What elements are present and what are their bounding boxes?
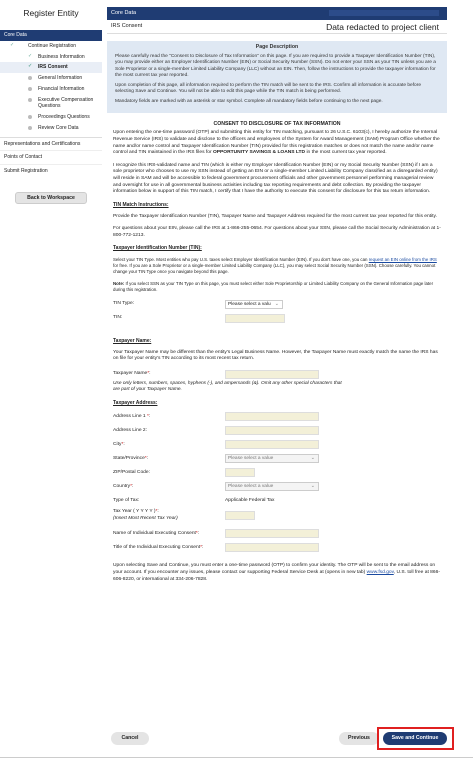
cancel-button[interactable]: Cancel [111,732,149,745]
page-description-title: Page Description [255,44,299,50]
bullet-icon [28,87,32,91]
bullet-icon [28,98,32,102]
previous-button[interactable]: Previous [339,732,379,745]
bottom-divider [0,757,473,758]
address-line-1-input[interactable] [225,412,319,421]
sidebar-item-executive-compensation[interactable]: Executive Compensation Questions [0,95,102,113]
chevron-down-icon: ⌄ [274,300,279,307]
taxpayer-name-hint: Use only letters, numbers, spaces, hyphens (-), and ampersands (&). Omit any other special characters that are part of your Taxpayer Name. [113,380,342,393]
tin-row: TIN: [113,313,441,324]
sidebar-item-reps-certs[interactable]: Representations and Certifications [4,140,81,147]
state-province-select[interactable]: Please select a value ⌄ [225,454,319,463]
tax-year-input[interactable] [225,511,255,520]
sidebar-item-review-core-data[interactable]: Review Core Data [0,123,102,134]
check-icon: ✓ [28,63,33,70]
taxpayer-name-row: Taxpayer Name*: [113,369,441,380]
request-ein-link[interactable]: request an EIN online from the IRS [368,257,437,263]
bullet-icon [28,126,32,130]
fsd-link[interactable]: www.fsd.gov [366,570,394,576]
country-select[interactable]: Please select a value ⌄ [225,482,319,491]
sidebar-item-proceedings-questions[interactable]: Proceedings Questions [0,112,102,123]
redaction-block [329,10,439,16]
check-icon: ✓ [10,41,15,48]
bullet-icon [28,76,32,80]
tin-type-select[interactable]: Please select a valu ⌄ [225,300,283,309]
otp-notice: Upon selecting Save and Continue, you must enter a one-time password (OTP) to confirm your identity. The OTP will be sent to the email address on your account. If you encounter any issues, please contact our supporting Federal Service Desk at (opens in new tab) www.fsd.gov, U.S. toll free at 866-606-8220, or international at 334-206-7828. [113,563,440,582]
taxpayer-address-heading: Taxpayer Address: [113,399,158,406]
sidebar-item-points-of-contact[interactable]: Points of Contact [0,150,102,164]
tax-type-value: Applicable Federal Tax [225,497,275,503]
chevron-down-icon: ⌄ [310,483,315,490]
back-to-workspace-button[interactable]: Back to Workspace [15,192,87,204]
exec-title-input[interactable] [225,543,319,552]
sidebar-item-continue-registration[interactable]: ✓ Continue Registration [10,41,77,49]
sidebar-item-business-information[interactable]: ✓ Business Information [28,52,85,60]
form-footer [107,727,452,751]
city-input[interactable] [225,440,319,449]
tin-heading: Taxpayer Identification Number (TIN): [113,245,202,252]
taxpayer-name-heading: Taxpayer Name: [113,337,152,344]
sidebar [0,0,102,762]
check-icon: ✓ [28,52,33,59]
core-data-header: Core Data [107,7,447,20]
tin-input[interactable] [225,314,285,323]
address-line-2-input[interactable] [225,426,319,435]
bullet-icon [28,115,32,119]
tin-match-instructions-heading: TIN Match Instructions: [113,201,169,208]
chevron-down-icon: ⌄ [310,455,315,462]
page-description: Page Description Please carefully read the "Consent to Disclosure of Tax Information" on this page. If you are required to provide a Taxpayer Identification Number (TIN), you may provide either an Employer Identification Number (EIN) or Social Security Number (SSN). Do not enter your SSN as your TIN unless you are a Sole Proprietor or a single-member Limited Liability Company (LLC) without an EIN. Then, follow the instructions to provide the taxpayer information for the most current tax year reported. Upon completion of this page, all information required to perform the TIN match will be sent to the IRS. Confirm all information is accurate before selecting Save and Continue. You will not be able to edit this page while the TIN match is being performed. Mandatory fields are marked with an asterisk or star symbol. Complete all mandatory fields before continuing to the next page. [107,41,447,113]
exec-name-input[interactable] [225,529,319,538]
consent-content: CONSENT TO DISCLOSURE OF TAX INFORMATION Upon entering the one-time password (OTP) and submitting this entity for TIN matching, pursuant to 26 U.S.C. 6103(c), I hereby authorize the Internal Revenue Service (IRS) to validate and disclose to the officers and employees of the System for Award Management (SAM) Program Office whether the name and/or name control and Taxpayer Identification Number (TIN) provided for this registration matches or does not match the name and/or name control and TIN maintained in the IRS files for OPPORTUNITY SAVINGS & LOANS LTD in the most current tax year reported. I recognize this IRS-validated name and TIN (which is either my Employer Identification Number (EIN) or my Social Security Number (SSN) if I am a sole proprietor who chooses to use my SSN instead of getting an EIN or a single-member Limited Liability Company classified as a disregarded entity) will reside in SAM and will be accessible to federal government procurement officials and other government personnel performing managerial review and oversight for use in all governmental business activities including tax reporting requirements and debt collection. By providing the taxpayer information below in support of this TIN match, I certify that I have the authority to execute this consent for disclosure for this tax return information. TIN Match Instructions: Provide the Taxpayer Identification Number (TIN), Taxpayer Name and Taxpayer Address required for the most current tax year reported for this entity. For questions about your EIN, please call the IRS at 1-866-255-0654. For questions about your SSN, please call the Social Security Administration at 1-800-772-1213. Taxpayer Identification Number (TIN): Select your TIN Type. Most entities who pay U.S. taxes select Employer Identification Number (EIN). If you don't have one, you can request an EIN online from the IRS for free. If you are a Sole Proprietor or a single-member Limited Liability Company (LLC), you may select Social Security Number (SSN). Choose carefully. You cannot change your TIN Type once you navigate beyond this page. Note: If you select SSN as your TIN Type on this page, you must select either Sole Proprietorship or Limited Liability Company on the General Information page later during this registration. TIN Type: Please select a valu ⌄ TIN: Taxpayer Name: Your Taxpayer Name may be different than the entity's Legal Business Name. However, the Taxpayer Name must exactly match the name the IRS has on file for your entity's TIN according to its most recent tax return. Taxpayer Name*: Use only letters, numbers, spaces, hyphens (-), and ampersands (&). Omit any other special characters that are part of your Taxpayer Name. Taxpayer Address: Address Line 1 *: Address Line 2: City*: State/Province*: Please select a value ⌄ ZIP/Postal Code: Country*: Please select a value ⌄ Type of Tax: Applicable Federal Tax Tax Year ( Y Y Y Y )*: (Insert Most Recent Tax Year) Name of Individual Executing Consent*: Title of the Individual Executing Consent*: Upon selecting Save and Continue, you must enter a one-time password (OTP) to confirm your identity. The OTP will be sent to the email address on your account. If you encounter any issues, please contact our supporting Federal Service Desk at (opens in new tab) www.fsd.gov, U.S. toll free at 866-606-8220, or international at 334-206-7828. [113,121,441,582]
consent-title: CONSENT TO DISCLOSURE OF TAX INFORMATION [213,121,341,128]
highlight-box [377,727,454,750]
sidebar-item-financial-information[interactable]: Financial Information [0,84,102,95]
sidebar-item-submit-registration[interactable]: Submit Registration [0,164,102,178]
sidebar-title: Register Entity [23,8,79,18]
irs-consent-header: IRS Consent Data redacted to project client [107,20,447,34]
save-and-continue-button[interactable]: Save and Continue [383,732,447,745]
sidebar-item-general-information[interactable]: General Information [0,73,102,84]
sidebar-item-core-data[interactable]: Core Data [0,30,102,41]
taxpayer-name-input[interactable] [225,370,319,379]
entity-name: OPPORTUNITY SAVINGS & LOANS LTD [212,150,306,156]
consent-paragraph-2: I recognize this IRS-validated name and TIN (which is either my Employer Identification Number (EIN) or my Social Security Number (SSN) if I am a sole proprietor who chooses to use my SSN instead of getting an EIN or a single-member Limited Liability Company classified as a disregarded entity) will reside in SAM and will be accessible to federal government procurement officials and other government personnel performing managerial review and oversight for use in all governmental business activities including tax reporting requirements and debt collection. By providing the taxpayer information below in support of this TIN match, I certify that I have the authority to execute this consent for disclosure for this tax return information. [113,162,438,195]
consent-paragraph-1: Upon entering the one-time password (OTP) and submitting this entity for TIN matching, pursuant to 26 U.S.C. 6103(c), I hereby authorize the Internal Revenue Service (IRS) to validate and disclose to the officers and employees of the System for Award Management (SAM) Program Office whether the name and/or name control and Taxpayer Identification Number (TIN) provided for this registration matches or does not match the name and/or name control and TIN maintained in the IRS files for OPPORTUNITY SAVINGS & LOANS LTD in the most current tax year reported. [113,130,440,156]
sidebar-item-irs-consent[interactable]: ✓ IRS Consent [0,62,102,73]
main-content [107,7,447,589]
redacted-notice: Data redacted to project client [326,22,439,32]
zip-postal-input[interactable] [225,468,255,477]
tin-type-row: TIN Type: Please select a valu ⌄ [113,299,441,310]
